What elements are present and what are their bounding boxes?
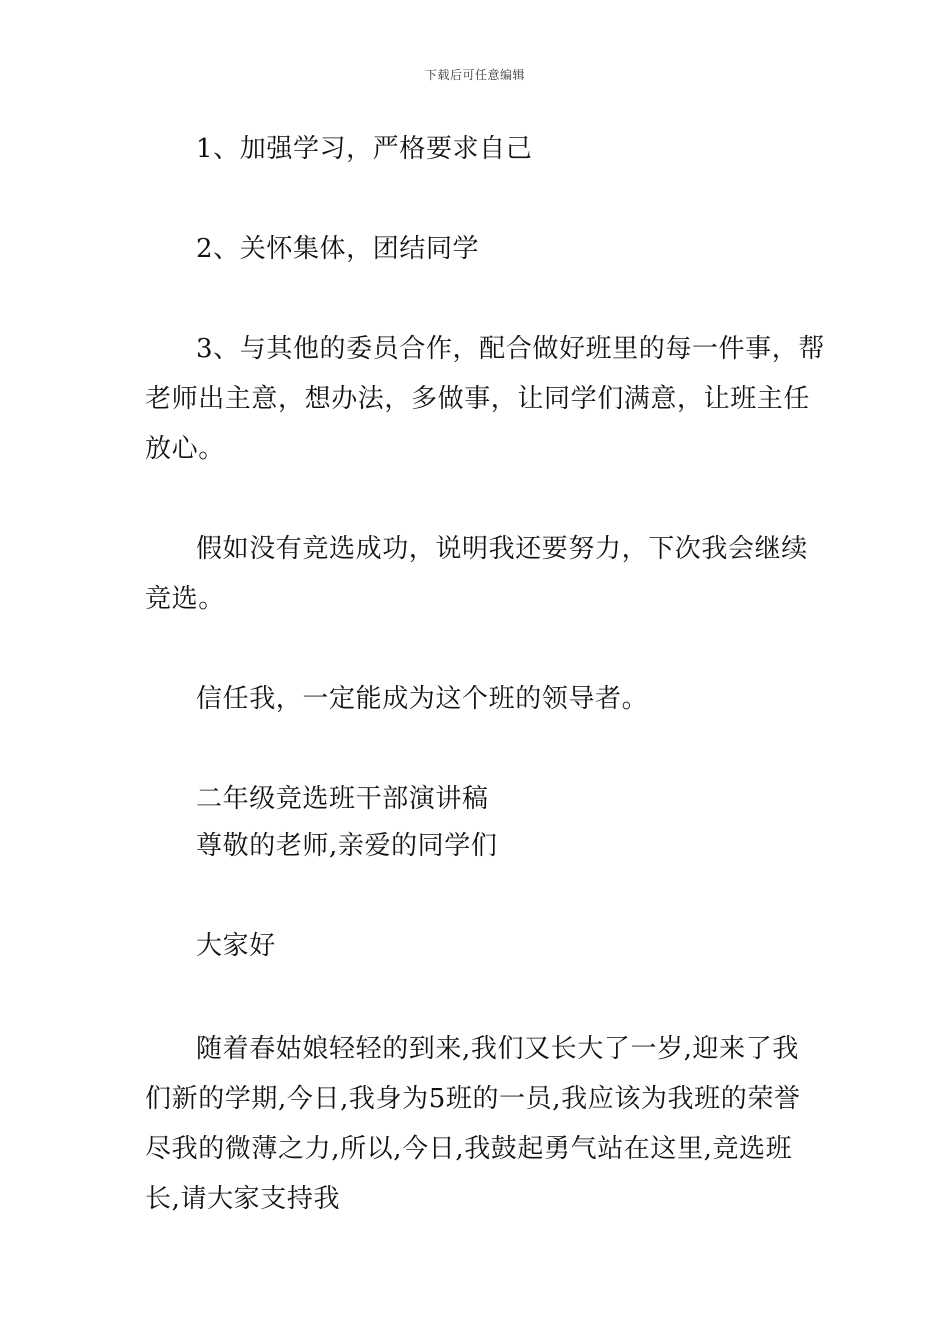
list-item-2: 2、关怀集体，团结同学 [196,234,480,264]
speech-line-2: 们新的学期,今日,我身为5班的一员,我应该为我班的荣誉 [145,1084,801,1114]
list-item-3-line-2: 老师出主意，想办法，多做事，让同学们满意，让班主任 [145,384,811,414]
list-item-3-line-1: 3、与其他的委员合作，配合做好班里的每一件事，帮 [196,334,825,364]
list-item-3-line-3: 放心。 [145,434,225,464]
speech-title: 二年级竞选班干部演讲稿 [196,784,489,814]
salutation: 尊敬的老师,亲爱的同学们 [196,831,498,861]
greeting: 大家好 [196,931,276,961]
paragraph-fail-line-2: 竞选。 [145,584,225,614]
speech-line-1: 随着春姑娘轻轻的到来,我们又长大了一岁,迎来了我 [196,1034,799,1064]
speech-line-3: 尽我的微薄之力,所以,今日,我鼓起勇气站在这里,竞选班 [145,1134,793,1164]
list-item-1: 1、加强学习，严格要求自己 [196,134,533,164]
speech-line-4: 长,请大家支持我 [145,1184,341,1214]
header-note: 下载后可任意编辑 [424,68,525,82]
paragraph-trust: 信任我，一定能成为这个班的领导者。 [196,684,649,714]
paragraph-fail-line-1: 假如没有竞选成功，说明我还要努力，下次我会继续 [196,534,808,564]
